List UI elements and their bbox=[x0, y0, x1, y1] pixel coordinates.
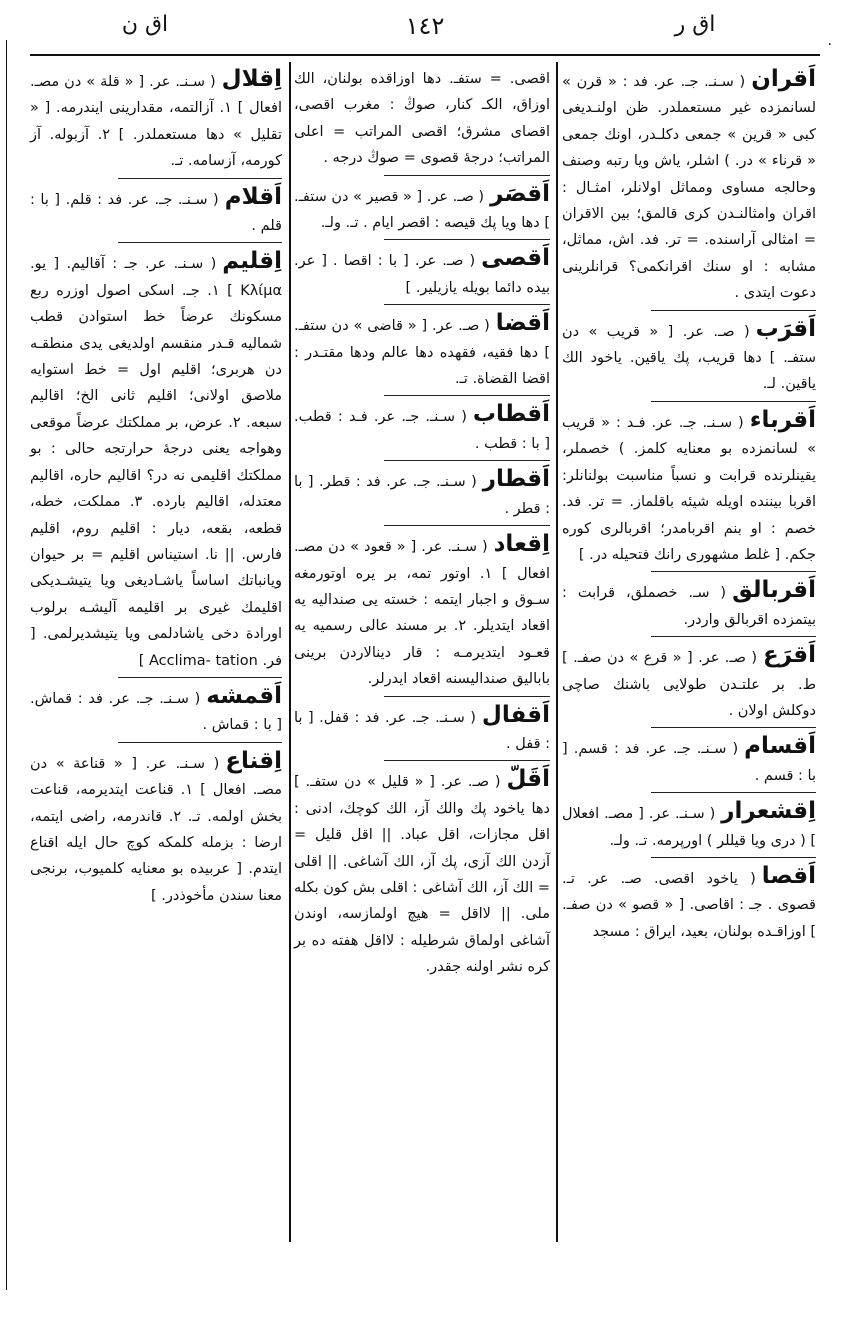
entry-separator bbox=[384, 696, 550, 697]
entry-headword: اَقربالق bbox=[732, 577, 816, 604]
entry-definition: ( صـ. عر. [ « قليل » دن ستفـ. ] دها ياخود پك والك آز، الك كوچك، ادنى : اقل مجازات، اقل عباد. || اقل قليل = آزدن الك آزى، پك آز، الك آشاغى. || اقلى = الك آز، الك آشاغى : اقلى بش كون بكله ملى. || لااقل = هيچ اولمازسه، اوندن آشاغى اولماق شرطيله : لااقل هفته ده بر كره نشر اولنه جقدر. bbox=[294, 774, 550, 976]
entry-separator bbox=[384, 304, 550, 305]
entry-headword: اَقصا bbox=[761, 862, 816, 889]
entry-separator bbox=[384, 239, 550, 240]
dictionary-entry bbox=[294, 702, 550, 758]
entry-separator bbox=[651, 727, 816, 728]
column-right bbox=[562, 66, 816, 946]
dictionary-entry bbox=[294, 466, 550, 522]
entry-headword: اَقطار bbox=[482, 466, 550, 493]
entry-definition: ( سـنـ. جـ. عر. فد : قطر. [ با : قطر . bbox=[294, 474, 550, 517]
entry-headword: اِقليم bbox=[222, 248, 282, 275]
entry-headword: اَقطاب bbox=[472, 401, 550, 428]
entry-headword: اِقعاد bbox=[493, 531, 550, 558]
entry-separator bbox=[384, 525, 550, 526]
dictionary-entry bbox=[562, 316, 816, 398]
entry-headword: اَقسام bbox=[744, 733, 816, 760]
entry-separator bbox=[384, 760, 550, 761]
entry-headword: اَقفال bbox=[481, 701, 550, 728]
entry-headword: اَقصى bbox=[481, 245, 550, 272]
entry-headword: اَقرَع bbox=[763, 642, 816, 669]
entry-definition: ( سـ. خصملق، قرابت : بيتمزده اقربالق واردر. bbox=[562, 585, 816, 628]
dictionary-entry bbox=[562, 407, 816, 568]
entry-separator bbox=[118, 242, 282, 243]
entry-separator bbox=[384, 175, 550, 176]
entry-headword: اِقناع bbox=[225, 747, 282, 774]
entry-definition: ( سـنـ. جـ. عر. فد : قماش. [ با : قماش . bbox=[30, 690, 282, 734]
dictionary-entry bbox=[294, 310, 550, 392]
dictionary-entry bbox=[562, 66, 816, 307]
entry-separator bbox=[651, 310, 816, 311]
entry-separator bbox=[384, 460, 550, 461]
header-rule bbox=[30, 54, 820, 56]
running-head-right: اق ر bbox=[674, 12, 716, 37]
entry-headword: اِقشعرار bbox=[721, 798, 816, 825]
entry-definition: ( سـنـ. جـ. عر. فد : قفل. [ با : قفل . bbox=[294, 709, 550, 752]
entry-definition: ( سـنـ. جـ. عر. فد : قسم. [ با : قسم . bbox=[562, 741, 816, 784]
entry-separator bbox=[651, 792, 816, 793]
dictionary-entry bbox=[294, 766, 550, 980]
dictionary-entry bbox=[294, 401, 550, 457]
entry-definition: ( صـ. عر. [ « قاضى » دن ستفـ. ] دها فقيه، فقهده دها عالم ودها مقتـدر : اقضا القضاة. تـ. bbox=[294, 318, 550, 388]
running-head-left: اق ن bbox=[121, 12, 169, 37]
dictionary-entry bbox=[30, 748, 282, 909]
entry-headword: اَقمشه bbox=[206, 682, 282, 709]
entry-separator bbox=[651, 401, 816, 402]
entry-definition: ( سـنـ. عر. [ « قلة » دن مصـ. افعال ] ١. آزالتمه، مقدارينى ايندرمه. [ « تقليل » دها مستعملدر. ] ٢. آزبوله. آز كورمه، آزسامه. تـ. bbox=[30, 74, 282, 170]
dictionary-entry bbox=[30, 248, 282, 674]
entry-definition: ( صـ. عر. [ « قصير » دن ستفـ. ] دها ويا پك قيصه : اقصر ايام . تـ. ولـ. bbox=[294, 188, 550, 232]
dictionary-entry bbox=[294, 181, 550, 237]
entry-headword: اِقلال bbox=[221, 66, 282, 92]
entry-definition: ( سـنـ. جـ. عر. فد : قلم. [ با : قلم . bbox=[30, 191, 282, 235]
entry-definition: اقصى. = ستفـ. دها اوزاقده بولنان، الك اوزاق، الكـ كنار، صوڭ : مغرب اقصى، اقصاى مشرق؛ اقصى المراتب = اعلى المراتب؛ درجهٔ قصوى = صوڭ درجه . bbox=[294, 71, 550, 167]
dictionary-entry bbox=[562, 798, 816, 854]
entry-headword: اَقَلّ bbox=[506, 766, 550, 793]
dictionary-entry bbox=[562, 733, 816, 789]
page-edge-line bbox=[6, 40, 7, 1290]
column-divider bbox=[289, 62, 291, 1242]
entry-headword: اَقلام bbox=[224, 183, 282, 210]
margin-mark: ٠ bbox=[826, 36, 834, 52]
column-middle bbox=[294, 66, 550, 982]
entry-headword: اَقرباء bbox=[749, 406, 816, 433]
entry-definition: ( سـنـ. عر. [ مصـ. افعلال ] ( درى ويا قيللر ) اورپرمه. تـ. ولـ. bbox=[562, 806, 816, 849]
entry-definition: ( ياخود اقصى. صـ. عر. تـ. قصوى . جـ : اقاصى. [ « قصو » دن صفـ. ] اوزاقـده بولنان، بعيد، ايراق : مسجد bbox=[562, 870, 816, 940]
column-left bbox=[30, 66, 282, 910]
page-number: ١٤٢ bbox=[405, 12, 445, 40]
entry-definition: ( سـنـ. عر. جـ : آقاليم. [ يو. Κλίμα ] ١. جـ. اسكى اصول اوزره ربع مسكونك عرضاً خط استوادن قطب شماليه قـدر منقسم اولديغى يدى منطقـه دن هربرى؛ اقليم اول = خط استوايه ملاصق اولانى؛ اقليم ثانى الخ؛ اقاليم سبعه. ٢. عرض، بر مملكتك عرضاً موقعى وهواجه يعنى درجهٔ حرارتجه حالى : بو مملكتك اقليمى نه در؟ اقاليم حاره، اقاليم معتدله، اقاليم بارده. ٣. مملكت، خطه، قطعه، بقعه، ديار : اقليم روم، اقليم فارس. || نا. استيناس اقليم = بر حيوان ويانباتك اساساً ياشـاديغى ويا يتيشـديكى اقليمك غيرى بر اقليمه آليشـه برلوب اورادة دخى ياشادلمى ويا يتيشديرلمى. [ فر. Acclima- tation ] bbox=[30, 256, 283, 669]
entry-separator bbox=[118, 677, 282, 678]
entry-headword: اَقران bbox=[751, 66, 816, 92]
entry-definition: ( صـ. عر. [ با : اقصا . [ عر. بيده دائما بويله يازيلير. ] bbox=[294, 253, 550, 296]
entry-separator bbox=[384, 395, 550, 396]
column-divider bbox=[556, 62, 558, 1242]
entry-separator bbox=[651, 857, 816, 858]
entry-headword: اَقضا bbox=[495, 310, 550, 337]
entry-separator bbox=[118, 178, 282, 179]
dictionary-entry bbox=[562, 577, 816, 633]
dictionary-entry bbox=[294, 531, 550, 692]
dictionary-entry bbox=[30, 184, 282, 240]
entry-headword: اَقرَب bbox=[755, 315, 816, 342]
entry-definition: ( صـ. عر. [ « قرع » دن صفـ. ] ط. بر علتـدن طولايى باشنك صاچى دوكلش اولان . bbox=[562, 650, 816, 719]
entry-definition: ( سـنـ. جـ. عر. فـد : « قريب » لسانمزده بو معنايه كلمز. ) خصملر، يقينلرنده قرابت و نسباً مناسبت بولنانلر: اقربا بيننده اويله شيئه باقلماز. = تر. فد. خصم : او بنم اقربامدر؛ اقربالرى كوره جكم. [ غلط مشهورى رانك فتحيله در. ] bbox=[562, 414, 816, 563]
entry-definition: ( سـنـ. جـ. عر. فـد : قطب. [ با : قطب . bbox=[294, 409, 550, 452]
dictionary-entry bbox=[294, 66, 550, 172]
dictionary-entry bbox=[562, 642, 816, 724]
entry-definition: ( سـنـ. جـ. عر. فد : « قرن » لسانمزده غير مستعملدر. ظن اولنـديغى كبى « قرين » جمعى دكلـدر، اونك جمعى « قرناء » در. ) اشلر، ياش ويا رتبه وصنف وحالجه مساوى ومماثل اولانلر، امثـال : اقران وامثالنـدن كرى قالمق؛ بين الاقران = امثالى آراسنده. = تر. فد. اش، مماثل، مشابه : او سنك اقرانكمى؟ قرانلرينى دعوت ايتدى . bbox=[562, 74, 816, 302]
dictionary-entry bbox=[30, 66, 282, 175]
entry-definition: ( صـ. عر. [ « قريب » دن ستفـ. ] دها قريب، پك ياقين. ياخود الك ياقين. لـ. bbox=[562, 323, 816, 393]
dictionary-entry bbox=[294, 245, 550, 301]
entry-separator bbox=[651, 636, 816, 637]
entry-headword: اَقصَر bbox=[490, 180, 550, 207]
entry-separator bbox=[118, 742, 282, 743]
entry-separator bbox=[651, 571, 816, 572]
entry-definition: ( سـنـ. عر. [ « قناعة » دن مصـ. افعال ] ١. قناعت ايتديرمه، قناعت بخش اولمه. تـ. ٢. قاندرمه، راضى ايتمه، ارضا : بزمله كلمكه كوچ حال ايله اقناع ايتدم. [ عربيده بو معنايه كلميوب، برنجى معنا سندن مأخوذدر. ] bbox=[30, 755, 282, 904]
dictionary-entry bbox=[30, 683, 282, 739]
entry-definition: ( سـنـ. عر. [ « قعود » دن مصـ. افعال ] ١. اوتور تمه، بر يره اوتورمغه سـوق و اجبار ايتمه : خسته يى صنداليه يه اقعاد ايتديلر. ٢. بر مسند عالى رسميه يه قعـود ايتديرمـه : قار دينالاردن برينى باباليق صنداليسنه اقعاد ايدرلر. bbox=[294, 539, 550, 688]
dictionary-entry bbox=[562, 863, 816, 945]
